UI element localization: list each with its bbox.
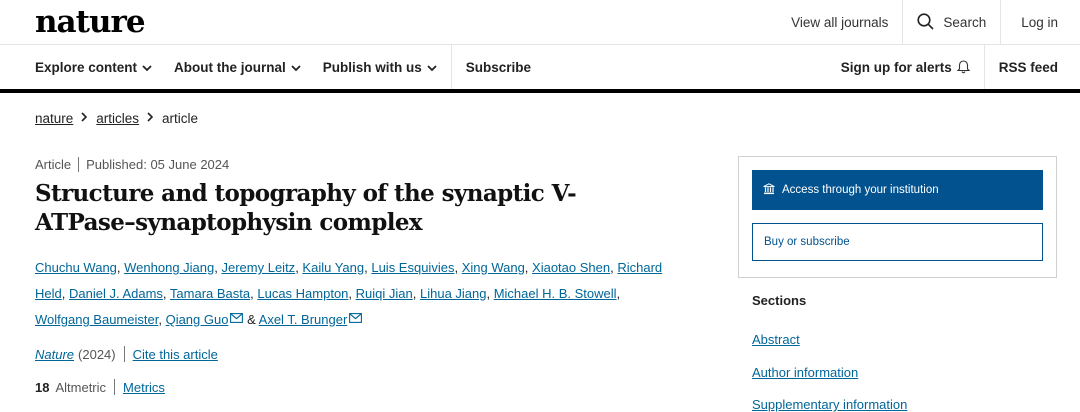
author-link[interactable]: Held bbox=[35, 285, 62, 301]
header-rule bbox=[0, 89, 1080, 93]
author-link[interactable]: Ruiqi Jian bbox=[355, 285, 413, 301]
author-link[interactable]: Daniel J. Adams bbox=[68, 285, 163, 301]
author-link[interactable]: Wolfgang Baumeister bbox=[35, 312, 159, 327]
metrics-line bbox=[35, 379, 165, 395]
institution-icon bbox=[763, 183, 775, 198]
breadcrumb bbox=[35, 111, 198, 126]
nav-explore-content[interactable] bbox=[35, 60, 152, 75]
author-link[interactable]: Xing Wang bbox=[461, 260, 525, 275]
login-link[interactable]: Log in bbox=[1000, 0, 1080, 45]
main-nav bbox=[0, 45, 1080, 90]
sections-heading: Sections bbox=[752, 293, 807, 308]
author-link[interactable]: Lihua Jiang bbox=[419, 285, 487, 301]
sign-up-alerts-label: Sign up for alerts bbox=[840, 60, 952, 75]
sign-up-alerts-link[interactable] bbox=[827, 45, 984, 90]
nav-explore-label: Explore content bbox=[35, 60, 138, 75]
access-box bbox=[738, 156, 1057, 278]
author-link[interactable]: Luis Esquivies bbox=[371, 260, 455, 275]
author-link[interactable]: Tamara Basta bbox=[169, 285, 251, 301]
nav-publish-with-us[interactable] bbox=[323, 60, 437, 75]
nav-subscribe[interactable]: Subscribe bbox=[465, 60, 532, 75]
chevron-right-icon bbox=[147, 112, 154, 125]
rss-feed-link[interactable]: RSS feed bbox=[984, 45, 1080, 90]
breadcrumb-article: article bbox=[162, 111, 199, 126]
author-link[interactable]: Xiaotao Shen bbox=[532, 260, 611, 275]
breadcrumb-nature[interactable]: nature bbox=[35, 111, 74, 126]
author-line-3: Wolfgang Baumeister, Qiang Guo & Axel T. Brunger bbox=[35, 306, 675, 333]
author-list bbox=[35, 255, 675, 333]
chevron-down-icon bbox=[427, 60, 437, 75]
top-bar bbox=[0, 0, 1080, 45]
journal-name-link[interactable]: Nature bbox=[35, 346, 75, 362]
nav-about-label: About the journal bbox=[174, 60, 286, 75]
citation-line bbox=[35, 346, 218, 362]
access-institution-button[interactable] bbox=[752, 170, 1043, 210]
author-link[interactable]: Jeremy Leitz bbox=[221, 260, 296, 275]
author-line-2: Held, Daniel J. Adams, Tamara Basta, Lucas Hampton, Ruiqi Jian, Lihua Jiang, Michael H. B. Stowell, bbox=[35, 285, 621, 301]
author-link[interactable]: Michael H. B. Stowell bbox=[493, 285, 617, 301]
breadcrumb-articles[interactable]: articles bbox=[96, 111, 140, 126]
citation-divider bbox=[124, 346, 125, 362]
search-icon bbox=[917, 13, 934, 33]
altmetric-label: Altmetric bbox=[55, 379, 107, 395]
nav-publish-label: Publish with us bbox=[322, 60, 422, 75]
nav-about-journal[interactable] bbox=[174, 60, 301, 75]
mail-icon[interactable] bbox=[349, 306, 362, 332]
search-label: Search bbox=[943, 15, 987, 30]
buy-or-subscribe-button[interactable]: Buy or subscribe bbox=[752, 223, 1043, 261]
nature-logo[interactable]: nature bbox=[35, 4, 145, 40]
meta-divider bbox=[78, 157, 79, 172]
author-link[interactable]: Richard bbox=[617, 260, 663, 275]
published-date: Published: 05 June 2024 bbox=[86, 157, 230, 172]
author-link[interactable]: Lucas Hampton bbox=[257, 285, 349, 301]
bell-icon bbox=[957, 59, 970, 76]
author-link[interactable]: Chuchu Wang bbox=[35, 260, 117, 275]
author-amp: & bbox=[247, 312, 256, 327]
altmetric-score: 18 bbox=[35, 379, 50, 395]
section-link-abstract[interactable]: Abstract bbox=[752, 332, 800, 347]
author-link[interactable]: Qiang Guo bbox=[165, 312, 229, 327]
author-link[interactable]: Wenhong Jiang bbox=[124, 260, 215, 275]
publication-year: (2024) bbox=[78, 346, 116, 362]
access-institution-label: Access through your institution bbox=[782, 184, 939, 196]
chevron-down-icon bbox=[142, 60, 152, 75]
top-actions bbox=[777, 0, 1080, 45]
chevron-right-icon bbox=[81, 112, 88, 125]
view-all-journals-link[interactable]: View all journals bbox=[791, 15, 889, 30]
section-link-supplementary-information[interactable]: Supplementary information bbox=[752, 397, 908, 412]
article-meta bbox=[35, 157, 229, 172]
article-title: Structure and topography of the synaptic V-ATPase–synaptophysin complex bbox=[35, 180, 577, 236]
author-link[interactable]: Axel T. Brunger bbox=[258, 312, 348, 327]
author-line-1: Chuchu Wang, Wenhong Jiang, Jeremy Leitz, Kailu Yang, Luis Esquivies, Xing Wang, Xiaotao Shen, Richard bbox=[35, 260, 663, 275]
metrics-divider bbox=[114, 379, 115, 395]
cite-this-article-link[interactable]: Cite this article bbox=[132, 346, 218, 362]
section-link-author-information[interactable]: Author information bbox=[752, 365, 859, 380]
article-type: Article bbox=[35, 157, 72, 172]
nav-divider bbox=[451, 45, 452, 90]
author-link[interactable]: Kailu Yang bbox=[302, 260, 365, 275]
metrics-link[interactable]: Metrics bbox=[123, 379, 165, 395]
search-button[interactable] bbox=[902, 0, 1000, 45]
chevron-down-icon bbox=[291, 60, 301, 75]
mail-icon[interactable] bbox=[230, 306, 243, 332]
